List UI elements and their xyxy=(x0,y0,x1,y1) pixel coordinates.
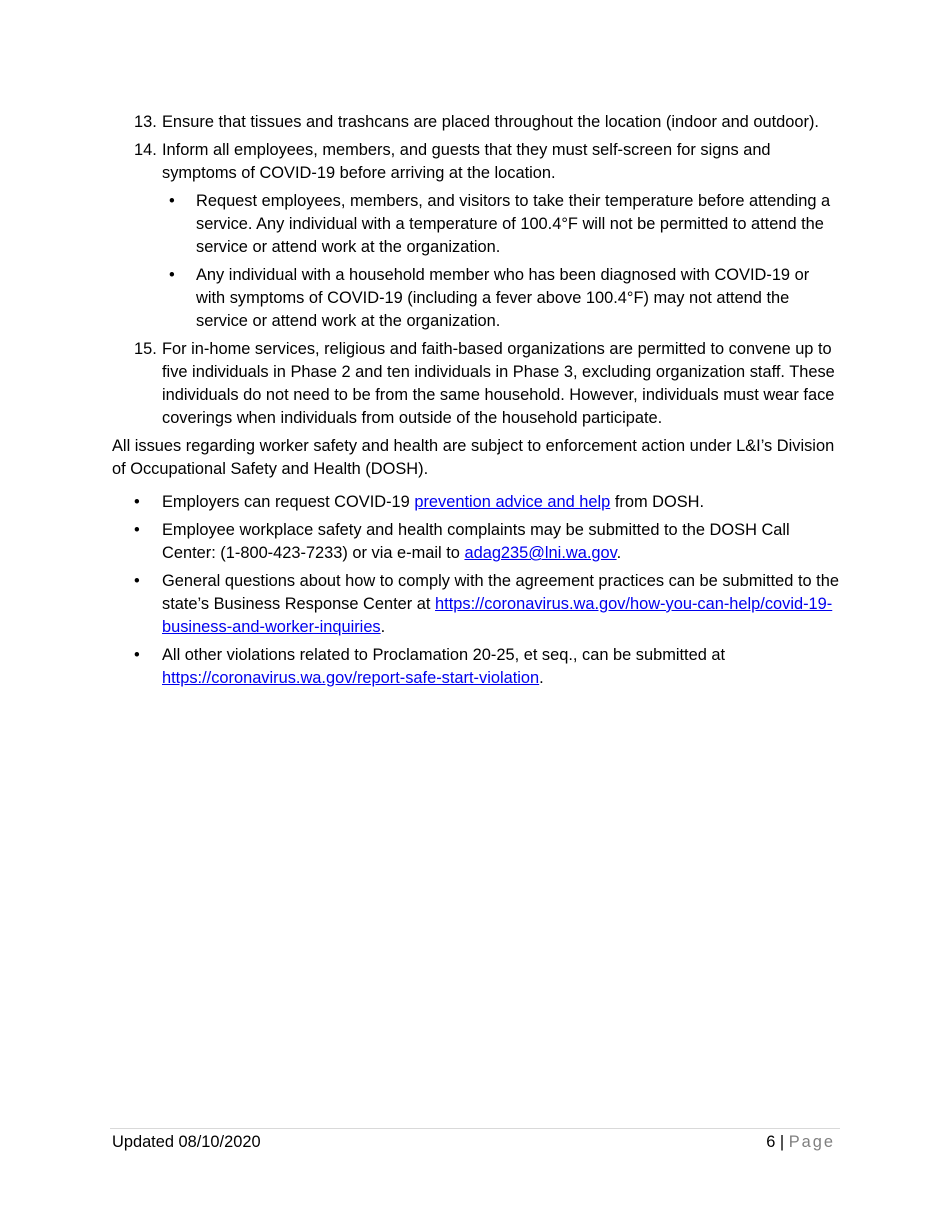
footer-updated-date: Updated 08/10/2020 xyxy=(112,1133,261,1151)
business-inquiries-link[interactable]: https://coronavirus.wa.gov/how-you-can-help/covid-19-business-and-worker-inquiries xyxy=(162,595,833,636)
page-number: 6 xyxy=(766,1133,776,1151)
bullet-icon: • xyxy=(169,192,175,210)
sub-bullet-text: Request employees, members, and visitors to take their temperature before attending a service. Any individual with a temperature of 100.4°F will not be permitted to attend the service or attend work at the organization. xyxy=(196,192,831,256)
item-number: 14. xyxy=(134,141,157,159)
bullet-icon: • xyxy=(169,266,175,284)
bullet-text-before: All other violations related to Proclamation 20-25, et seq., can be submitted at xyxy=(162,646,726,664)
report-violation-link[interactable]: https://coronavirus.wa.gov/report-safe-start-violation xyxy=(162,669,540,687)
bullet-text-before: General questions about how to comply with the agreement practices can be submitted to the state’s Business Response Center at xyxy=(162,572,839,613)
prevention-advice-link[interactable]: prevention advice and help xyxy=(414,493,611,511)
page-content xyxy=(112,111,840,695)
list-item-14 xyxy=(112,139,840,333)
sub-bullet-item xyxy=(162,264,840,333)
item-number: 13. xyxy=(134,113,157,131)
page-separator: | xyxy=(779,1133,785,1151)
item-number: 15. xyxy=(134,340,157,358)
list-item-15 xyxy=(112,338,840,430)
bullet-text-after: . xyxy=(380,618,386,636)
footer-page-number xyxy=(766,1131,835,1154)
item-text: Inform all employees, members, and guests that they must self-screen for signs and symptoms of COVID-19 before arriving at the location. xyxy=(162,141,771,182)
list-item-13 xyxy=(112,111,840,134)
bullet-icon: • xyxy=(134,493,140,511)
item-text: Ensure that tissues and trashcans are placed throughout the location (indoor and outdoor). xyxy=(162,113,819,131)
bullet-text-after: from DOSH. xyxy=(610,493,705,511)
bullet-item xyxy=(112,491,840,514)
dosh-bullet-list xyxy=(112,491,840,690)
bullet-text-before: Employee workplace safety and health complaints may be submitted to the DOSH Call Center: (1-800-423-7233) or via e-mail to xyxy=(162,521,790,562)
bullet-text-before: Employers can request COVID-19 xyxy=(162,493,415,511)
bullet-item xyxy=(112,644,840,690)
item-text: For in-home services, religious and faith-based organizations are permitted to convene up to five individuals in Phase 2 and ten individuals in Phase 3, excluding organization staff. These individuals do not need to be from the same household. However, individuals must wear face coverings when individuals from outside of the household participate. xyxy=(162,340,835,427)
dosh-paragraph: All issues regarding worker safety and health are subject to enforcement action under L&I’s Division of Occupational Safety and Health (DOSH). xyxy=(112,437,835,478)
bullet-text-after: . xyxy=(616,544,622,562)
bullet-icon: • xyxy=(134,646,140,664)
sub-bullet-item xyxy=(162,190,840,259)
email-link[interactable]: adag235@lni.wa.gov xyxy=(464,544,617,562)
page-label: Page xyxy=(788,1133,835,1151)
bullet-item xyxy=(112,570,840,639)
bullet-item xyxy=(112,519,840,565)
bullet-icon: • xyxy=(134,572,140,590)
footer-divider xyxy=(110,1128,840,1129)
sub-bullet-text: Any individual with a household member who has been diagnosed with COVID-19 or with symptoms of COVID-19 (including a fever above 100.4°F) may not attend the service or attend work at the organization. xyxy=(196,266,810,330)
bullet-text-after: . xyxy=(539,669,544,687)
bullet-icon: • xyxy=(134,521,140,539)
numbered-list xyxy=(112,111,840,430)
sub-bullet-list xyxy=(162,190,840,333)
